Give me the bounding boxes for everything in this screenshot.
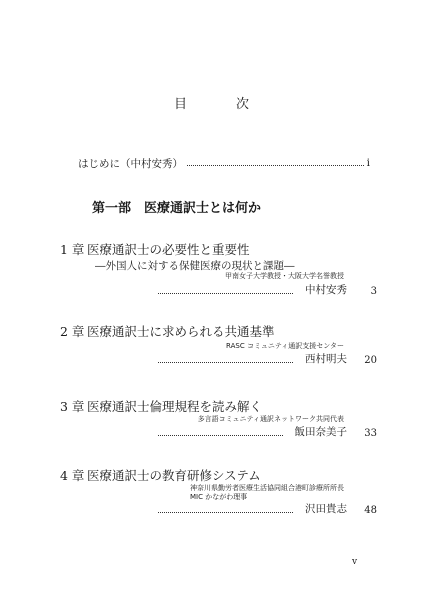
part-title: 第一部 医療通訳士とは何か <box>92 201 262 216</box>
chapter-number: 1 章 <box>60 242 85 257</box>
chapter-page-number: 33 <box>364 428 377 439</box>
affiliation-line: 甲南女子大学教授・大阪大学名誉教授 <box>225 272 344 280</box>
chapter-heading <box>60 397 262 415</box>
chapter-heading <box>60 240 250 258</box>
author-line <box>150 425 377 439</box>
author-name: 飯田奈美子 <box>294 426 347 438</box>
dot-leader <box>158 512 293 513</box>
chapter-number: 3 章 <box>60 399 85 414</box>
author-name: 中村安秀 <box>305 284 347 296</box>
author-line <box>150 502 377 516</box>
author-affiliation <box>225 272 344 281</box>
author-line <box>150 352 377 366</box>
chapter-heading <box>60 322 275 340</box>
page-title: 目 次 <box>173 97 267 112</box>
author-affiliation <box>198 415 344 424</box>
chapter-title: 医療通訳士に求められる共通基準 <box>87 324 275 339</box>
chapter-title: 医療通訳士の教育研修システム <box>87 468 261 483</box>
chapter-page-number: 48 <box>364 505 377 516</box>
intro-page-number: i <box>366 157 370 169</box>
affiliation-line: MIC かながわ理事 <box>190 493 248 501</box>
affiliation-line: 多言語コミュニティ通訳ネットワーク共同代表 <box>197 415 344 423</box>
author-affiliation <box>226 342 344 351</box>
chapter-subtitle: ―外国人に対する保健医療の現状と課題― <box>95 260 295 272</box>
affiliation-line: 神奈川県勤労者医療生活協同組合港町診療所所長 <box>190 484 344 492</box>
dot-leader <box>158 293 293 294</box>
chapter-heading <box>60 466 261 484</box>
dot-leader <box>158 435 283 436</box>
author-name: 西村明夫 <box>305 353 347 365</box>
chapter-page-number: 3 <box>370 286 377 297</box>
intro-label: はじめに（中村安秀） <box>78 157 183 170</box>
author-name: 沢田貴志 <box>305 503 347 515</box>
dot-leader <box>187 165 364 166</box>
chapter-number: 2 章 <box>60 324 85 339</box>
author-affiliation <box>190 484 344 502</box>
chapter-title: 医療通訳士倫理規程を読み解く <box>87 399 263 414</box>
affiliation-line: RASC コミュニティ通訳支援センター <box>226 342 344 350</box>
chapter-page-number: 20 <box>364 355 377 366</box>
dot-leader <box>158 362 293 363</box>
author-line <box>150 283 377 297</box>
toc-entry-intro[interactable] <box>78 155 370 171</box>
chapter-number: 4 章 <box>60 468 85 483</box>
chapter-title: 医療通訳士の必要性と重要性 <box>87 242 250 257</box>
folio-page-number: v <box>352 557 358 567</box>
